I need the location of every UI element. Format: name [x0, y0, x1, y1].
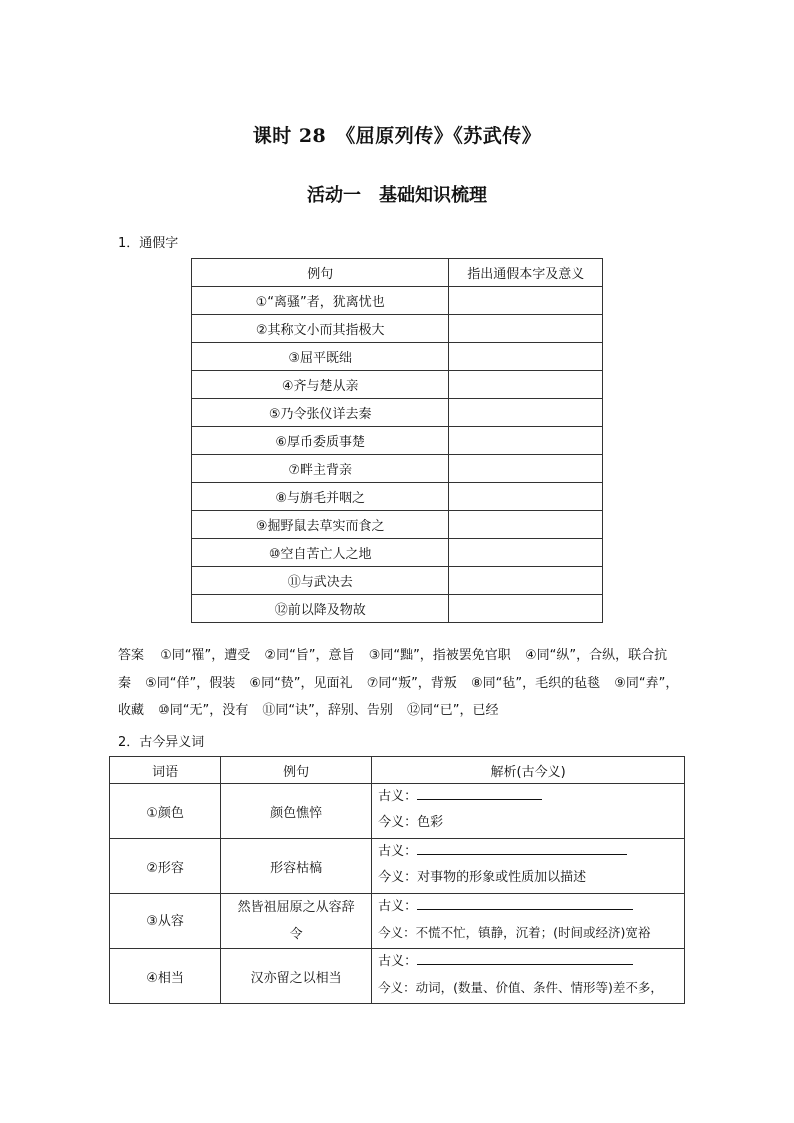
column-header-analysis: 解析(古今义) — [372, 757, 685, 784]
table-row — [192, 483, 603, 511]
table-row — [110, 894, 685, 949]
example-cell: 颜色憔悴 — [221, 784, 372, 839]
column-header-meaning: 指出通假本字及意义 — [449, 259, 603, 287]
example-cell: ③屈平既绌 — [192, 343, 449, 371]
table-header-row — [110, 757, 685, 784]
table-row — [192, 567, 603, 595]
example-cell: ①“离骚”者，犹离忧也 — [192, 287, 449, 315]
answer-cell[interactable] — [449, 511, 603, 539]
answer-item: ⑤同“佯”，假装 — [145, 675, 236, 691]
answer-label: 答案 — [118, 648, 145, 663]
table-row — [192, 371, 603, 399]
example-cell: ⑤乃令张仪详去秦 — [192, 399, 449, 427]
answer-item: ⑦同“叛”，背叛 — [366, 675, 457, 691]
analysis-cell — [372, 839, 685, 894]
table-row — [110, 784, 685, 839]
answer-blank[interactable] — [417, 950, 633, 965]
example-cell: 汉亦留之以相当 — [221, 949, 372, 1004]
answer-item: ⑫同“已”，已经 — [407, 703, 499, 718]
word-cell: ①颜色 — [110, 784, 221, 839]
column-header-example: 例句 — [221, 757, 372, 784]
analysis-cell — [372, 949, 685, 1004]
answer-item: ⑪同“诀”，辞别、告别 — [262, 703, 393, 718]
tongjia-table — [191, 258, 603, 623]
answer-item: ①同“罹”，遭受 — [160, 648, 251, 663]
column-header-example: 例句 — [192, 259, 449, 287]
gu-label: 古义： — [378, 954, 418, 969]
example-cell: ⑪与武决去 — [192, 567, 449, 595]
word-cell: ②形容 — [110, 839, 221, 894]
answer-item: ③同“黜”，指被罢免官职 — [368, 648, 511, 663]
jin-meaning: 今义：不慌不忙，镇静，沉着；(时间或经济)宽裕 — [378, 925, 651, 940]
answer-blank[interactable] — [417, 840, 627, 855]
example-cell: ⑦畔主背亲 — [192, 455, 449, 483]
answer-item: ⑩同“无”，没有 — [158, 703, 249, 718]
table-header-row — [192, 259, 603, 287]
answer-cell[interactable] — [449, 483, 603, 511]
example-cell: 形容枯槁 — [221, 839, 372, 894]
answer-item: ⑧同“毡”，毛织的毡毯 — [470, 675, 601, 691]
table-row — [110, 839, 685, 894]
jin-meaning: 今义：色彩 — [378, 815, 444, 830]
answer-item: ⑨同“弆”，收藏 — [118, 675, 679, 718]
answer-cell[interactable] — [449, 343, 603, 371]
answer-cell[interactable] — [449, 399, 603, 427]
activity-heading: 活动一 基础知识梳理 — [307, 185, 487, 206]
table-row — [192, 455, 603, 483]
answer-cell[interactable] — [449, 371, 603, 399]
table-row — [192, 287, 603, 315]
example-cell: ⑨掘野鼠去草实而食之 — [192, 511, 449, 539]
gu-label: 古义： — [378, 899, 418, 914]
answer-item: ④同“纵”，合纵，联合抗秦 — [118, 648, 668, 691]
table-row — [110, 949, 685, 1004]
answer-item: ②同“旨”，意旨 — [264, 648, 355, 663]
answer-blank[interactable] — [417, 895, 633, 910]
example-cell: ⑩空自苦亡人之地 — [192, 539, 449, 567]
example-cell: 然皆祖屈原之从容辞令 — [221, 894, 372, 949]
word-cell: ④相当 — [110, 949, 221, 1004]
gu-label: 古义： — [378, 844, 418, 859]
table-row — [192, 399, 603, 427]
table-row — [192, 595, 603, 623]
jin-meaning: 今义：对事物的形象或性质加以描述 — [378, 870, 587, 885]
example-cell: ⑥厚币委质事楚 — [192, 427, 449, 455]
answer-cell[interactable] — [449, 595, 603, 623]
table-row — [192, 511, 603, 539]
section-1-label: 1．通假字 — [118, 236, 179, 251]
answer-cell[interactable] — [449, 315, 603, 343]
example-cell: ⑧与旃毛并咽之 — [192, 483, 449, 511]
answer-cell[interactable] — [449, 539, 603, 567]
answer-block — [118, 642, 684, 725]
page-title: 课时 28 《屈原列传》《苏武传》 — [252, 125, 542, 147]
table-row — [192, 315, 603, 343]
table-row — [192, 539, 603, 567]
table-row — [192, 343, 603, 371]
analysis-cell — [372, 894, 685, 949]
example-cell: ⑫前以降及物故 — [192, 595, 449, 623]
gujin-yiyi-table — [109, 756, 685, 1004]
answer-cell[interactable] — [449, 455, 603, 483]
example-cell: ④齐与楚从亲 — [192, 371, 449, 399]
column-header-word: 词语 — [110, 757, 221, 784]
example-cell: ②其称文小而其指极大 — [192, 315, 449, 343]
word-cell: ③从容 — [110, 894, 221, 949]
answer-item: ⑥同“贽”，见面礼 — [249, 675, 353, 691]
table-row — [192, 427, 603, 455]
section-2-label: 2．古今异义词 — [118, 735, 205, 750]
answer-blank[interactable] — [417, 785, 542, 800]
gu-label: 古义： — [378, 789, 418, 804]
jin-meaning: 今义：动词，(数量、价值、条件、情形等)差不多， — [378, 980, 663, 995]
answer-cell[interactable] — [449, 287, 603, 315]
answer-cell[interactable] — [449, 567, 603, 595]
analysis-cell — [372, 784, 685, 839]
answer-cell[interactable] — [449, 427, 603, 455]
